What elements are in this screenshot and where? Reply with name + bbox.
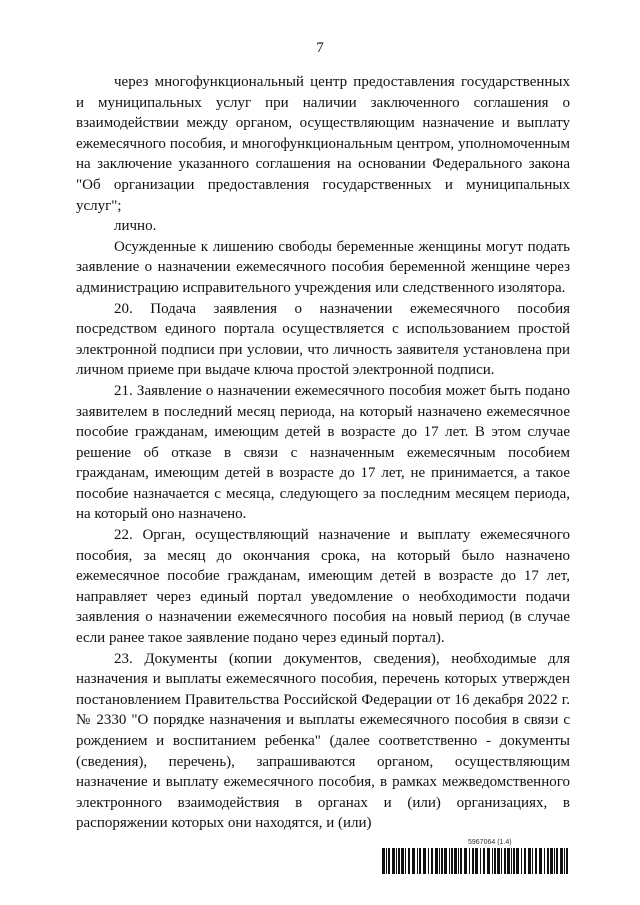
document-body [76,72,570,834]
paragraph-2: лично. [114,218,157,235]
paragraph-23: 23. Документы (копии документов, сведения), необходимые для назначения и выплаты ежемесячного пособия, перечень которых утвержден постановлением Правительства Российской Федерации от 16 декабря 2022 г. № 2330 "О порядке назначения и выплаты ежемесячного пособия в связи с рождением и воспитанием ребенка" (далее соответственно - документы (сведения), перечень), запрашиваются органом, осуществляющим назначение и выплату ежемесячного пособия, в рамках межведомственного электронного взаимодействия в органах и (или) организациях, в распоряжении которых они находятся, и (или) [76,650,570,832]
paragraph-1: через многофункциональный центр предоставления государственных и муниципальных услуг при наличии заключенного соглашения о взаимодействии между органом, осуществляющим назначение и выплату ежемесячного пособия, и многофункциональным центром, уполномоченным на заключение указанного соглашения на основании Федерального закона "Об организации предоставления государственных и муниципальных услуг"; [76,74,570,214]
document-code: 5967064 (1.4) [468,839,512,846]
paragraph-20: 20. Подача заявления о назначении ежемесячного пособия посредством единого портала осуществляется с использованием простой электронной подписи при условии, что личность заявителя установлена при личном приеме при выдаче ключа простой электронной подписи. [76,300,570,379]
paragraph-3: Осужденные к лишению свободы беременные женщины могут подать заявление о назначении ежемесячного пособия беременной женщине через администрацию исправительного учреждения или следственного изолятора. [76,238,570,296]
page-number: 7 [316,40,324,56]
barcode-icon [382,848,568,874]
paragraph-21: 21. Заявление о назначении ежемесячного пособия может быть подано заявителем в последний месяц периода, на который назначено ежемесячное пособие гражданам, имеющим детей в возрасте до 17 лет. В этом случае решение об отказе в связи с назначенным ежемесячным пособием гражданам, имеющим детей в возрасте до 17 лет, не принимается, а такое пособие назначается с месяца, следующего за последним месяцем периода, на который оно назначено. [76,382,570,523]
paragraph-22: 22. Орган, осуществляющий назначение и выплату ежемесячного пособия, за месяц до окончания срока, на который было назначено ежемесячное пособие гражданам, имеющим детей в возрасте до 17 лет, направляет через единый портал уведомление о необходимости подачи заявления о назначении ежемесячного пособия на новый период (в случае если ранее такое заявление подано через единый портал). [76,527,570,647]
